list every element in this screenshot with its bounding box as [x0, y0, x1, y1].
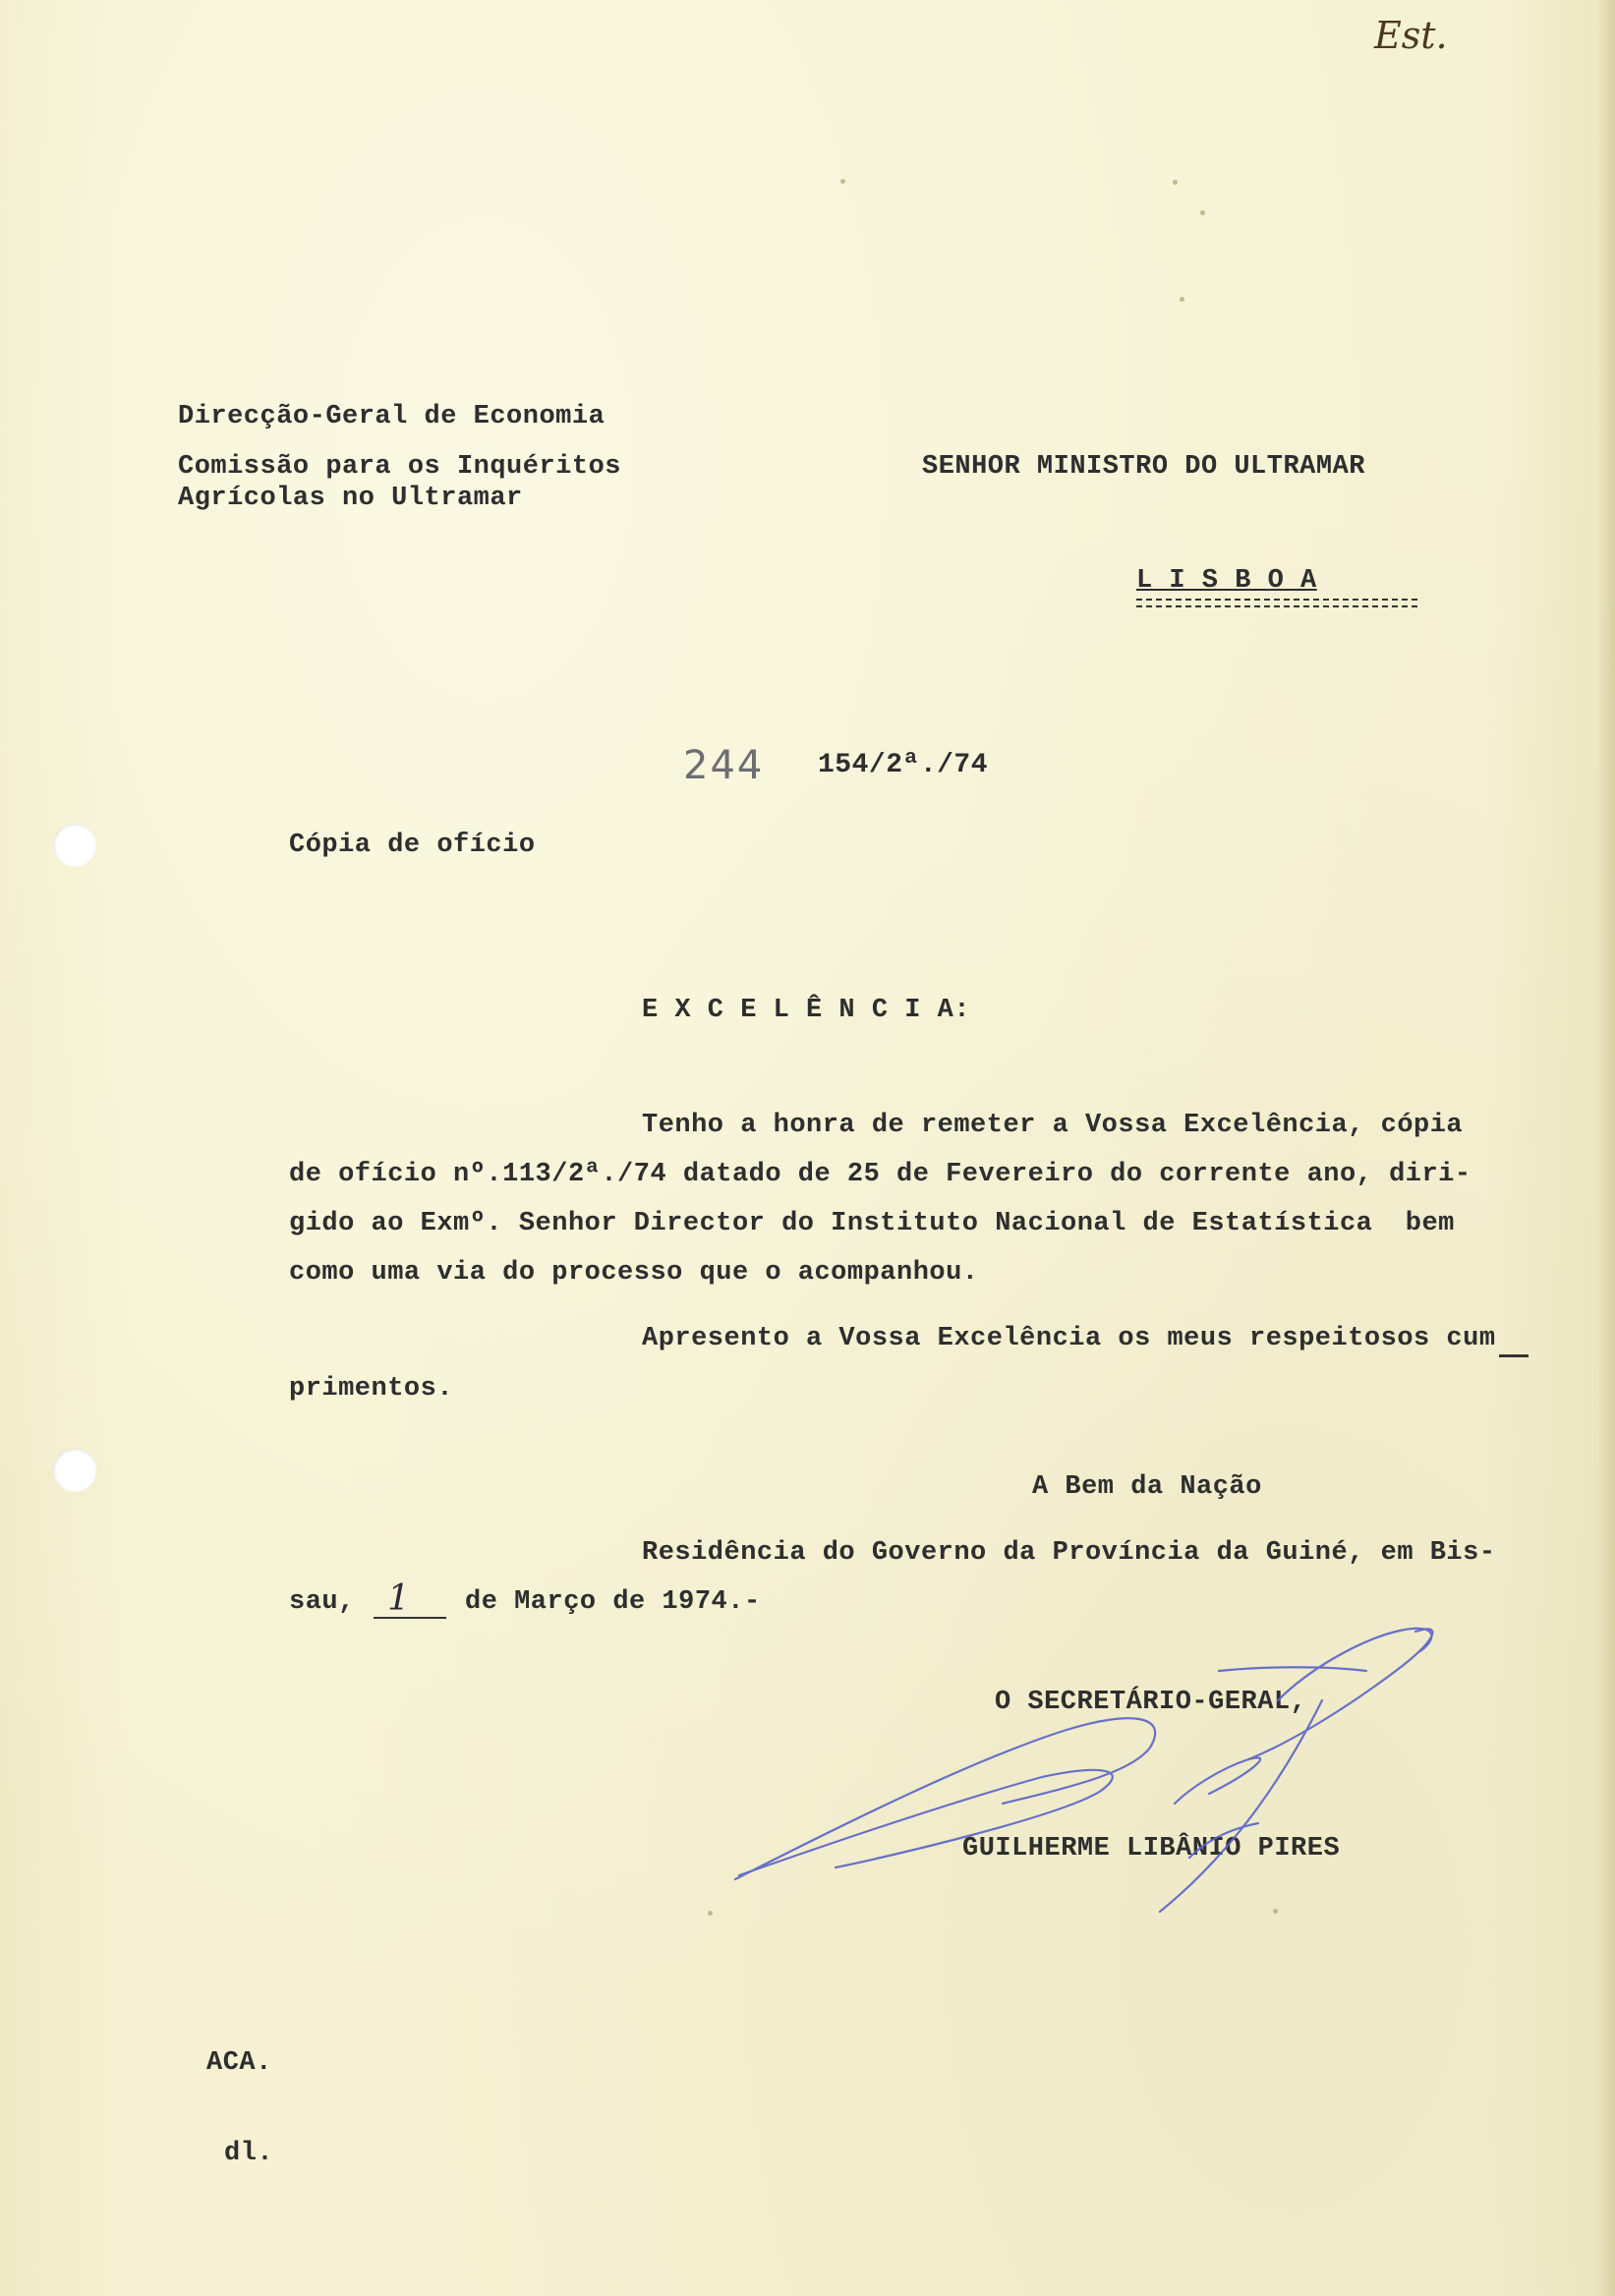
paper-speck	[1273, 1909, 1278, 1914]
punch-hole-top	[53, 824, 96, 867]
reference-stamp-number: 244	[683, 743, 765, 788]
body-paragraph-1-line-3: gido ao Exmº. Senhor Director do Instituto Nacional de Estatística bem	[289, 1209, 1455, 1238]
signature-role: O SECRETÁRIO-GERAL,	[995, 1688, 1307, 1717]
footer-initials-1: ACA.	[206, 2048, 272, 2078]
paper-speck	[1180, 297, 1184, 302]
recipient-city: L I S B O A	[1136, 566, 1317, 596]
closing-day-handwritten: 1	[387, 1578, 410, 1619]
paper-speck	[1173, 180, 1178, 185]
city-double-underline	[1136, 599, 1417, 607]
document-type: Cópia de ofício	[289, 831, 536, 860]
corner-note: Est.	[1374, 14, 1448, 57]
recipient-title: SENHOR MINISTRO DO ULTRAMAR	[922, 452, 1365, 482]
closing-motto: A Bem da Nação	[1032, 1472, 1262, 1502]
salutation: E X C E L Ê N C I A:	[642, 996, 971, 1025]
closing-place-prefix: sau,	[289, 1587, 355, 1617]
paper-edge-shadow	[1597, 0, 1615, 2296]
reference-number: 154/2ª./74	[818, 750, 989, 780]
sender-line-2: Comissão para os Inquéritos	[178, 452, 621, 482]
body-paragraph-2-line-2: primentos.	[289, 1374, 454, 1404]
closing-place-suffix: de Março de 1974.-	[465, 1587, 761, 1617]
cum-underline	[1499, 1354, 1528, 1357]
punch-hole-bottom	[53, 1449, 96, 1492]
paper-speck	[1200, 210, 1205, 215]
day-blank-line	[374, 1617, 446, 1619]
signature-name: GUILHERME LIBÂNIO PIRES	[962, 1834, 1341, 1864]
sender-line-3: Agrícolas no Ultramar	[178, 484, 523, 513]
paper-speck	[840, 179, 845, 184]
body-paragraph-1-line-2: de ofício nº.113/2ª./74 datado de 25 de Fevereiro do corrente ano, diri-	[289, 1160, 1471, 1189]
body-paragraph-1-line-1: Tenho a honra de remeter a Vossa Excelência, cópia	[642, 1111, 1464, 1140]
body-paragraph-1-line-4: como uma via do processo que o acompanhou.	[289, 1258, 979, 1288]
closing-place-line-1: Residência do Governo da Província da Guiné, em Bis-	[642, 1538, 1496, 1568]
sender-line-1: Direcção-Geral de Economia	[178, 402, 606, 431]
body-paragraph-2-line-1: Apresento a Vossa Excelência os meus respeitosos cum	[642, 1324, 1496, 1353]
footer-initials-2: dl.	[224, 2139, 274, 2168]
paper-speck	[708, 1911, 713, 1916]
